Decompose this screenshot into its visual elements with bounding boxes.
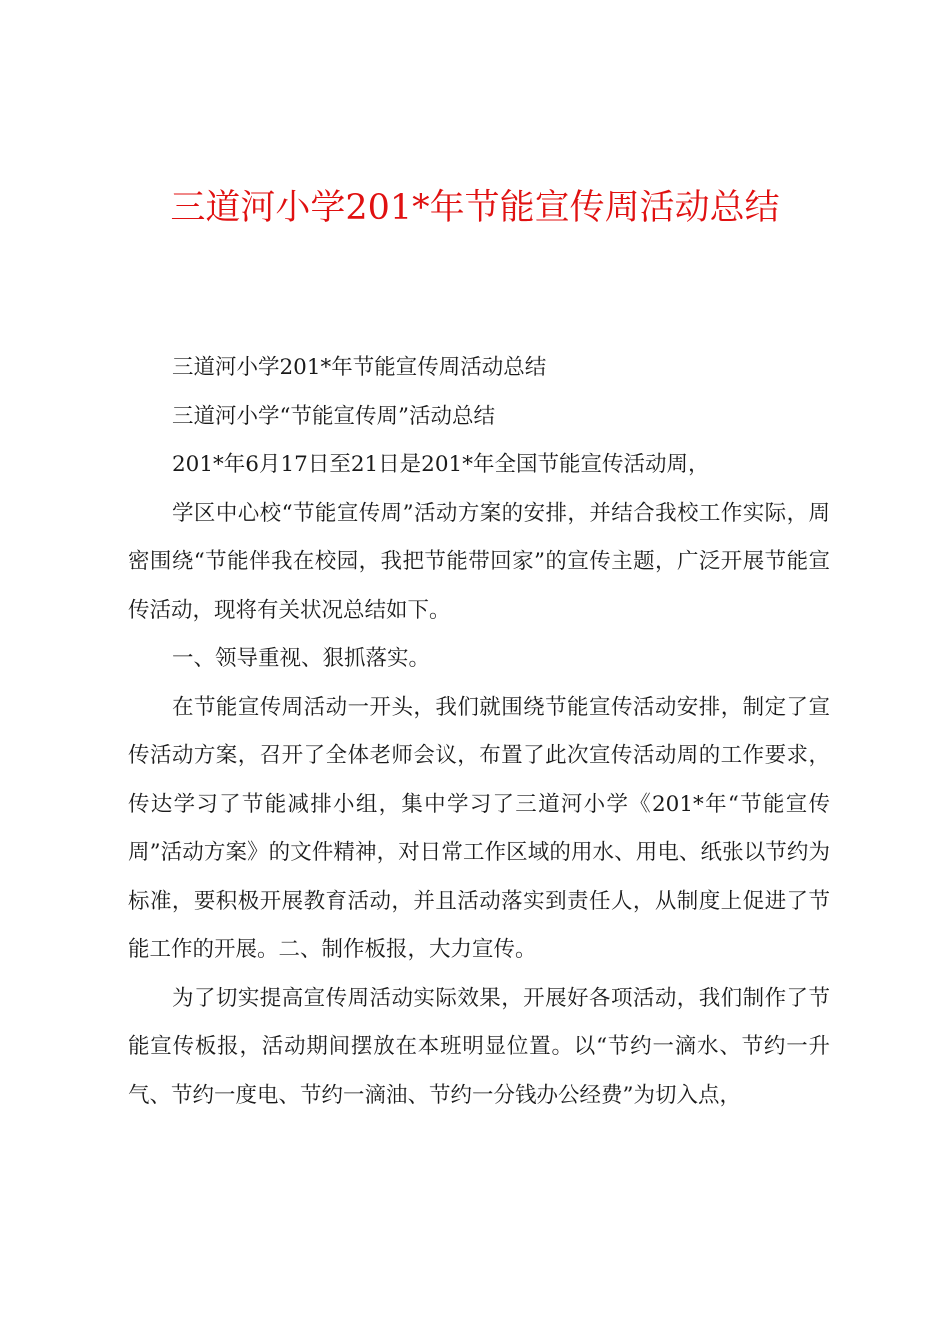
- paragraph-subtitle-2: 三道河小学“节能宣传周”活动总结: [172, 403, 495, 429]
- paragraph-intro: 学区中心校“节能宣传周”活动方案的安排，并结合我校工作实际，周密围绕“节能伴我在校园，我把节能带回家”的宣传主题，广泛开展节能宣传活动，现将有关状况总结如下。: [128, 500, 830, 623]
- paragraph-section-2: 为了切实提高宣传周活动实际效果，开展好各项活动，我们制作了节能宣传板报，活动期间摆放在本班明显位置。以“节约一滴水、节约一升气、节约一度电、节约一滴油、节约一分钱办公经费”为切入点，: [128, 985, 830, 1108]
- section-heading-1: 一、领导重视、狠抓落实。: [172, 646, 431, 671]
- document-title: 三道河小学201*年节能宣传周活动总结: [170, 188, 780, 228]
- paragraph-subtitle-1: 三道河小学201*年节能宣传周活动总结: [172, 355, 547, 380]
- document-body: [128, 344, 830, 1120]
- paragraph-section-1: 在节能宣传周活动一开头，我们就围绕节能宣传活动安排，制定了宣传活动方案，召开了全体老师会议，布置了此次宣传活动周的工作要求，传达学习了节能减排小组，集中学习了三道河小学《201*年“节能宣传周”活动方案》的文件精神，对日常工作区域的用水、用电、纸张以节约为标准，要积极开展教育活动，并且活动落实到责任人，从制度上促进了节能工作的开展。二、制作板报，大力宣传。: [128, 694, 830, 962]
- paragraph-date: 201*年6月17日至21日是201*年全国节能宣传活动周，: [172, 452, 710, 477]
